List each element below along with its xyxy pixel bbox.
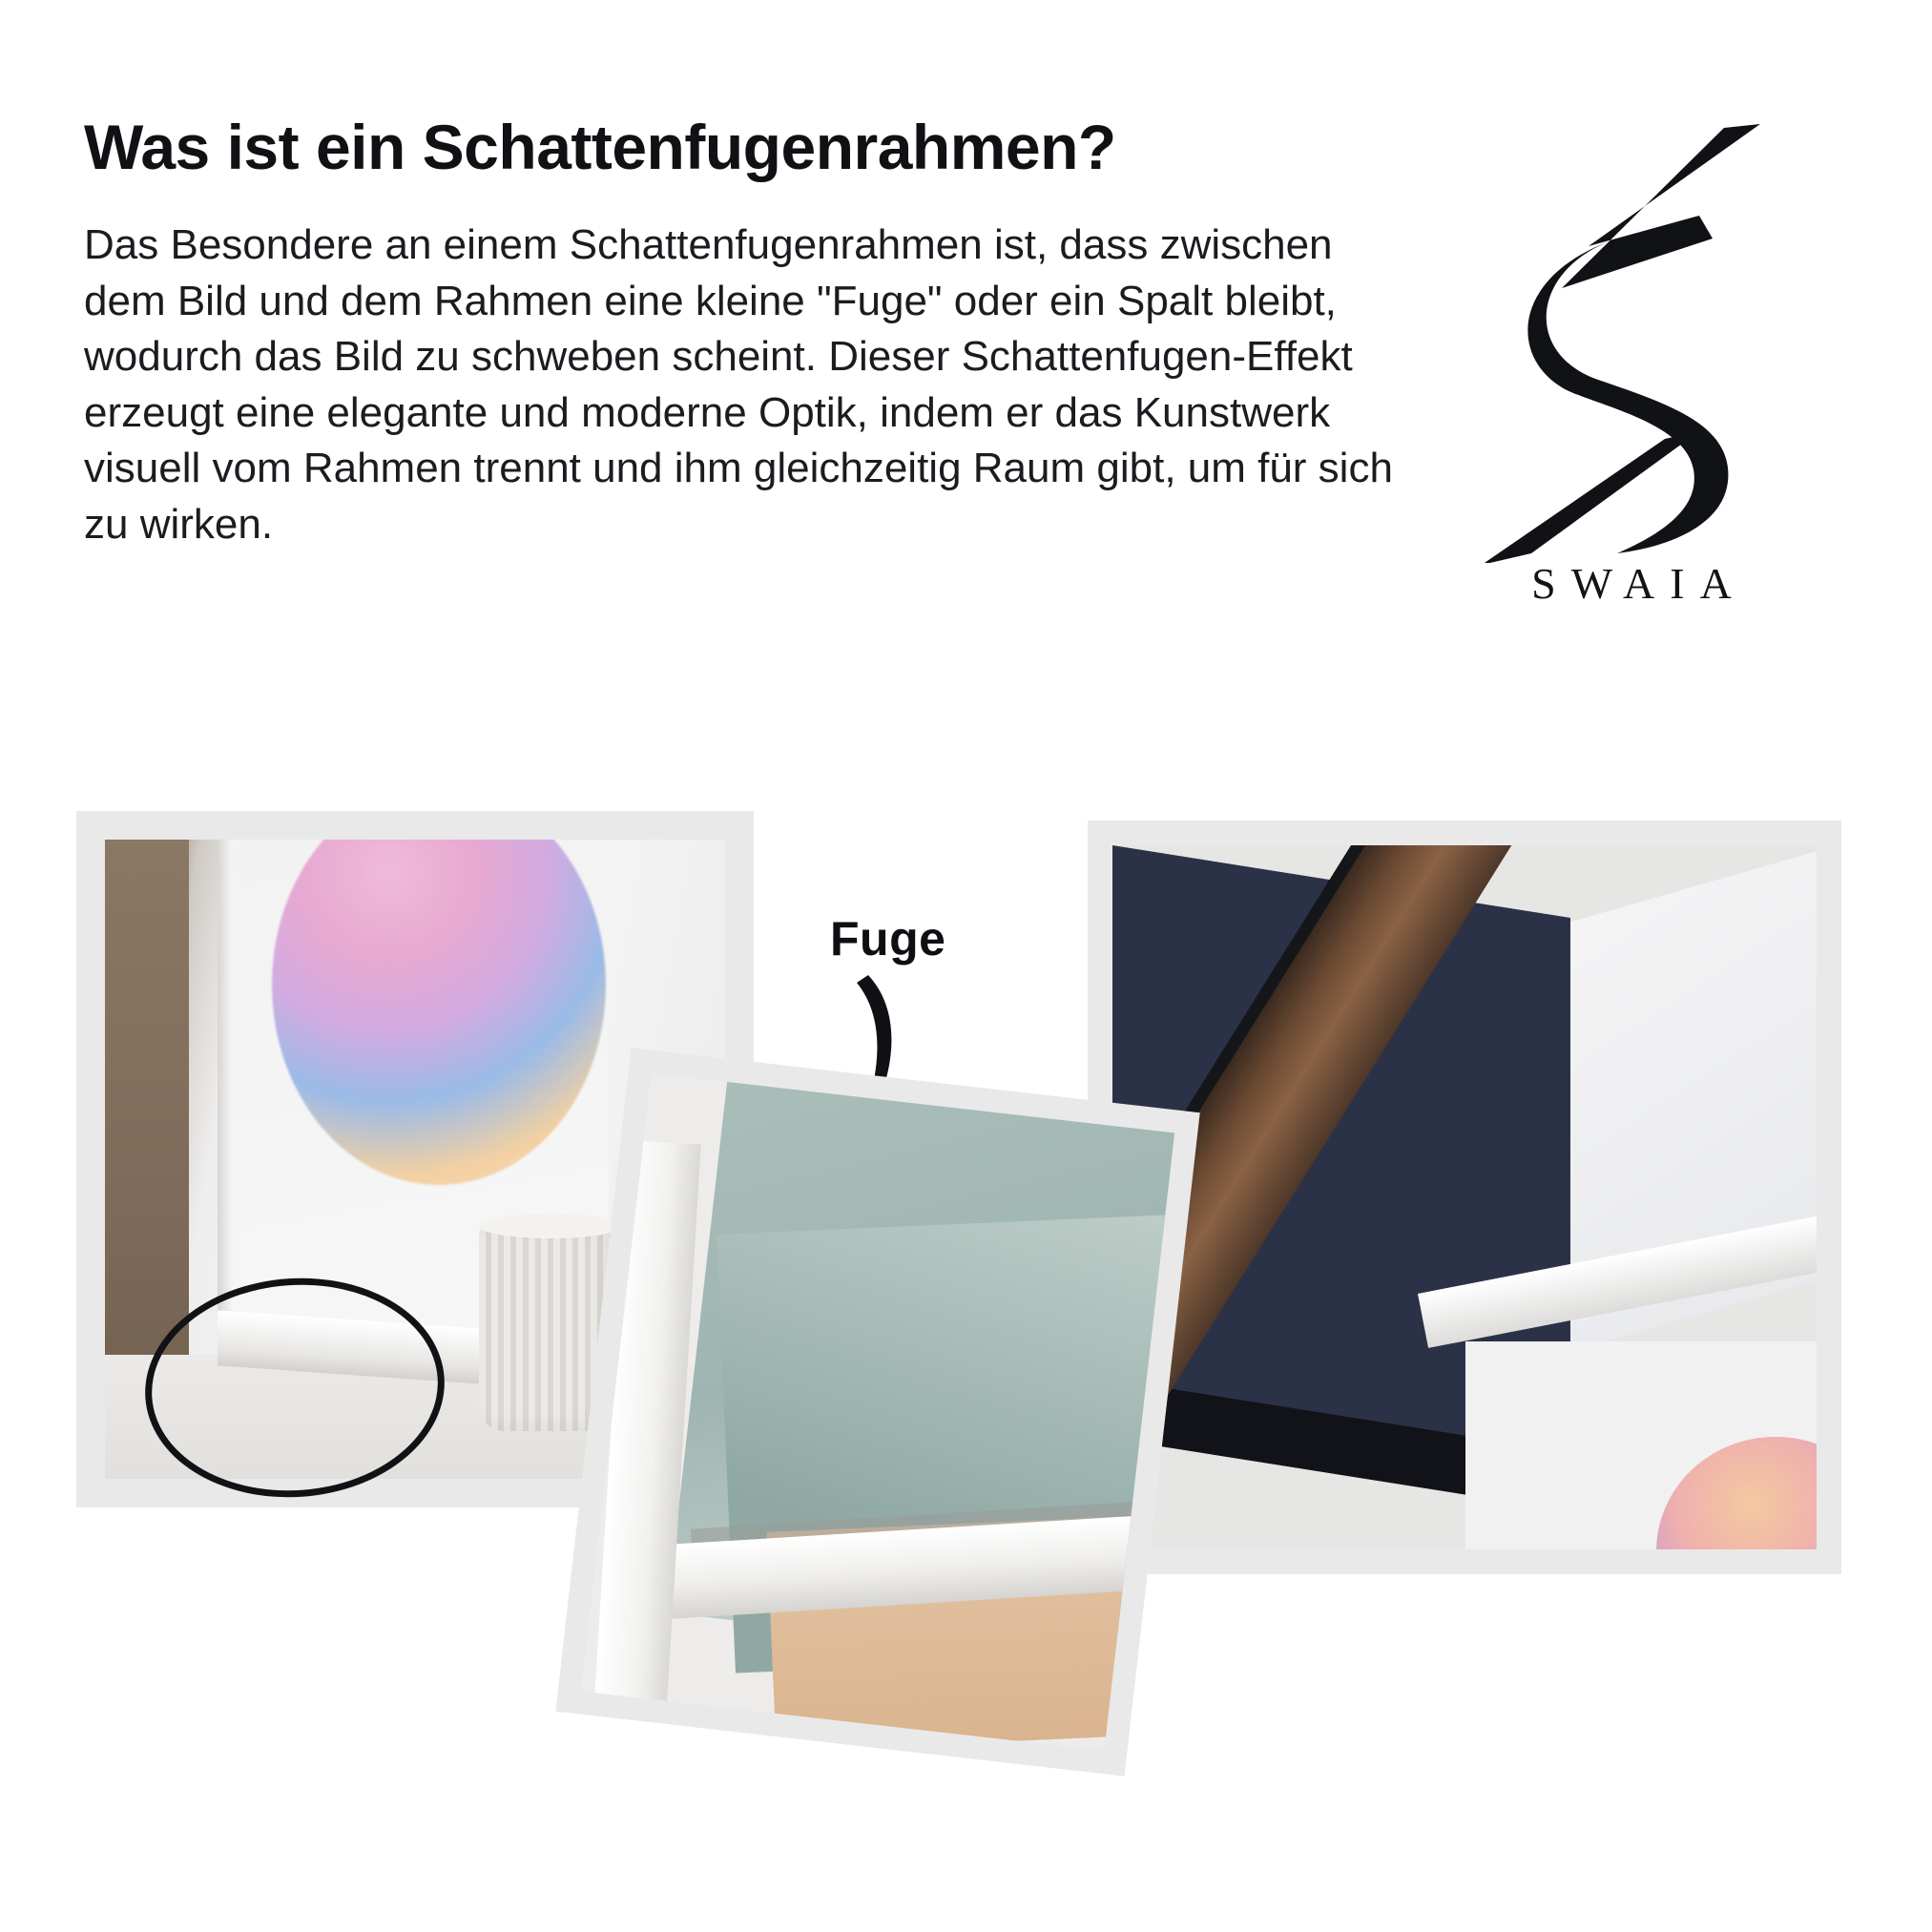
photo-2-image xyxy=(1112,845,1817,1549)
swaia-s-monogram-icon xyxy=(1474,124,1789,563)
brand-wordmark: SWAIA xyxy=(1531,559,1747,608)
vase-rim xyxy=(479,1214,622,1238)
photo-collage xyxy=(0,782,1932,1932)
intro-paragraph: Das Besondere an einem Schattenfugenrahmen ist, dass zwischen dem Bild und dem Rahmen eine kleine "Fuge" oder ein Spalt bleibt, wodurch das Bild zu schweben scheint. Dieser Schattenfugen-Effekt erzeugt eine elegante und moderne Optik, indem er das Kunstwerk visuell vom Rahmen trennt und ihm gleichzeitig Raum gibt, um für sich zu wirken. xyxy=(84,221,1393,548)
page-title: Was ist ein Schattenfugenrahmen? xyxy=(84,112,1116,182)
white-frame-corner-pastel-photo xyxy=(555,1048,1199,1776)
fuge-annotation-label: Fuge xyxy=(830,912,946,966)
frame-left-rail xyxy=(593,1140,700,1716)
intro-section xyxy=(0,0,1932,725)
brand-logo xyxy=(1474,124,1789,658)
dark-wood-frame-detail-photo xyxy=(1088,821,1841,1574)
photo-3-image xyxy=(581,1073,1174,1751)
